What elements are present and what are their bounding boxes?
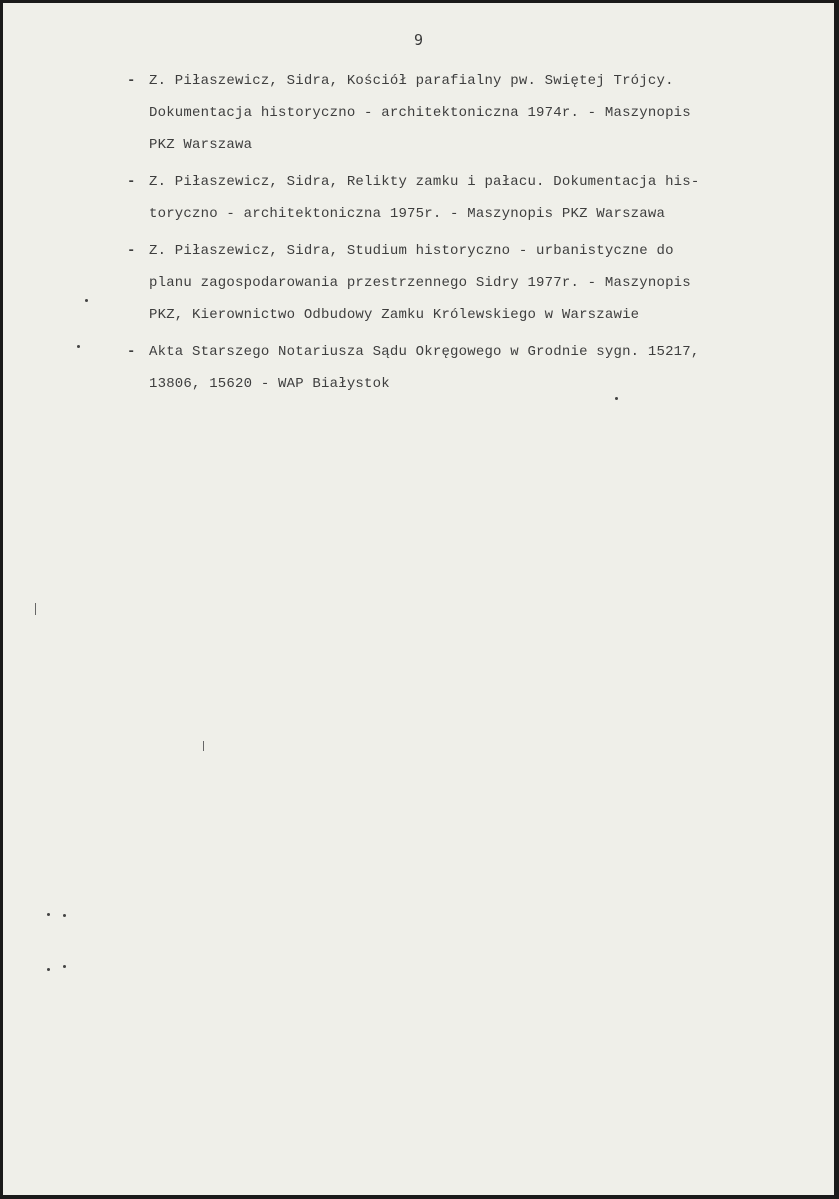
entry-line: toryczno - architektoniczna 1975r. - Maszynopis PKZ Warszawa (149, 206, 666, 222)
entry-line: Akta Starszego Notariusza Sądu Okręgowego w Grodnie sygn. 15217, (149, 344, 700, 360)
entry-bullet: - (127, 73, 136, 89)
scan-speck (63, 914, 66, 917)
entry-line: 13806, 15620 - WAP Białystok (149, 376, 390, 392)
scan-speck (85, 299, 88, 302)
entry-line: planu zagospodarowania przestrzennego Sidry 1977r. - Maszynopis (149, 275, 691, 291)
document-page (3, 3, 834, 1195)
entry-line: Dokumentacja historyczno - architektoniczna 1974r. - Maszynopis (149, 105, 691, 121)
scan-speck (47, 913, 50, 916)
scan-speck (615, 397, 618, 400)
bibliography-entry (127, 166, 817, 230)
bibliography-entry (127, 65, 817, 161)
entry-line: PKZ, Kierownictwo Odbudowy Zamku Królewskiego w Warszawie (149, 307, 640, 323)
scan-speck (77, 345, 80, 348)
bibliography-entry (127, 336, 817, 400)
bibliography-entry (127, 235, 817, 331)
scan-speck (35, 603, 36, 615)
scan-speck (203, 741, 204, 751)
scan-speck (63, 965, 66, 968)
entry-bullet: - (127, 344, 136, 360)
scan-speck (47, 968, 50, 971)
entry-line: PKZ Warszawa (149, 137, 253, 153)
entry-bullet: - (127, 243, 136, 259)
entry-bullet: - (127, 174, 136, 190)
entry-line: Z. Piłaszewicz, Sidra, Relikty zamku i pałacu. Dokumentacja his- (149, 174, 700, 190)
page-number: 9 (413, 31, 424, 49)
entry-line: Z. Piłaszewicz, Sidra, Studium historyczno - urbanistyczne do (149, 243, 674, 259)
entry-line: Z. Piłaszewicz, Sidra, Kościół parafialny pw. Swiętej Trójcy. (149, 73, 674, 89)
bibliography-list (127, 65, 817, 405)
